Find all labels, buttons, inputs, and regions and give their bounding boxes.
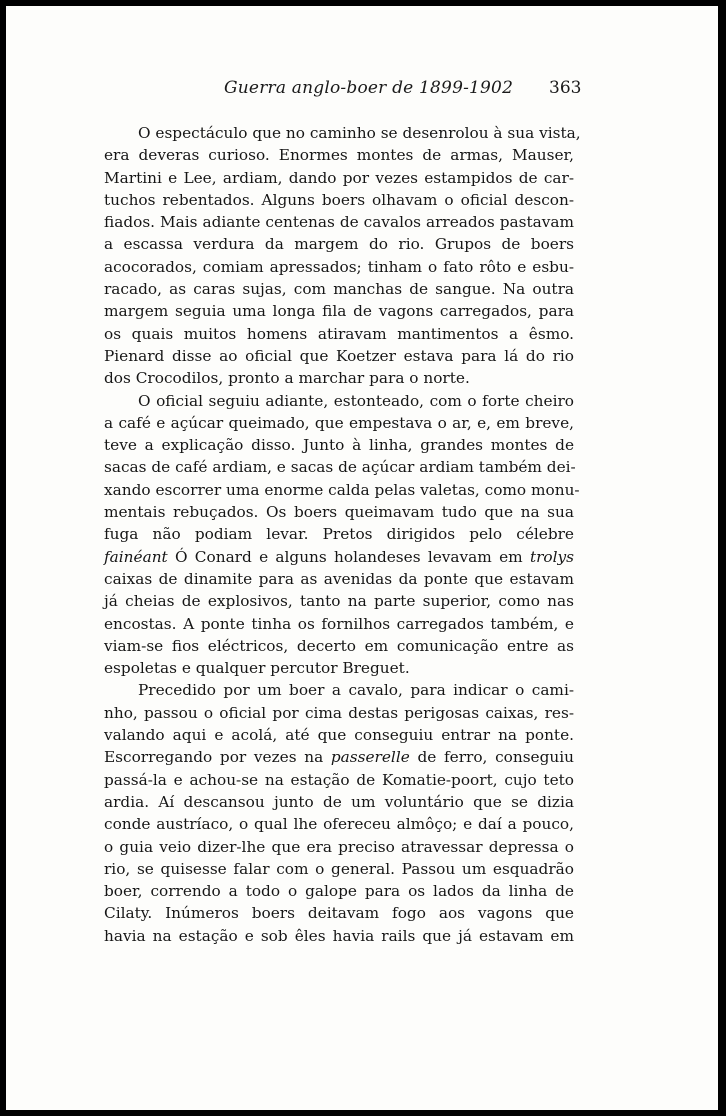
text-line: ardia. Aí descansou junto de um voluntário que se dizia — [104, 792, 574, 811]
italic-word: passerelle — [330, 748, 410, 767]
text-line: O oficial seguiu adiante, estonteado, com o forte cheiro — [138, 391, 574, 410]
text-line: racado, as caras sujas, com manchas de sangue. Na outra — [104, 280, 574, 299]
text-line: margem seguia uma longa fila de vagons carregados, para — [104, 302, 574, 321]
text-line: viam-se fios eléctricos, decerto em comunicação entre as — [104, 636, 574, 655]
text-line: rio, se quisesse falar com o general. Passou um esquadrão — [104, 859, 574, 878]
text-line: Cilaty. Inúmeros boers deitavam fogo aos vagons que — [104, 904, 574, 923]
text-line: Pienard disse ao oficial que Koetzer estava para lá do rio — [104, 346, 574, 365]
text-line: valando aqui e acolá, até que conseguiu entrar na ponte. — [104, 726, 574, 745]
italic-word: fainéant — [104, 547, 168, 566]
page-number: 363 — [549, 78, 582, 98]
text-line: a café e açúcar queimado, que empestava o ar, e, em breve, — [104, 413, 574, 432]
text-line: teve a explicação disso. Junto à linha, grandes montes de — [104, 436, 574, 455]
text-line: nho, passou o oficial por cima destas perigosas caixas, res- — [104, 703, 574, 722]
body-text — [104, 122, 581, 947]
text-line: fiados. Mais adiante centenas de cavalos arreados pastavam — [104, 213, 574, 232]
book-page — [6, 6, 718, 1110]
page-header — [6, 78, 718, 108]
text-span: Escorregando por vezes na — [104, 748, 331, 767]
text-line: acocorados, comiam apressados; tinham o fato rôto e esbu- — [104, 257, 574, 276]
text-line-italic — [104, 546, 574, 568]
text-span: de ferro, conseguiu — [417, 748, 574, 767]
text-line: O espectáculo que no caminho se desenrolou à sua vista, — [138, 124, 581, 142]
text-line: os quais muitos homens atiravam mantimentos a êsmo. — [104, 324, 574, 343]
text-span: Ó Conard e alguns holandeses levavam em — [167, 547, 530, 566]
text-line: Martini e Lee, ardiam, dando por vezes estampidos de car- — [104, 168, 574, 187]
text-line: boer, correndo a todo o galope para os lados da linha de — [104, 882, 574, 901]
text-line: Precedido por um boer a cavalo, para indicar o cami- — [138, 681, 574, 700]
text-line: era deveras curioso. Enormes montes de armas, Mauser, — [104, 146, 574, 165]
text-line: havia na estação e sob êles havia rails que já estavam em — [104, 926, 574, 945]
running-title: Guerra anglo-boer de 1899-1902 — [224, 78, 514, 98]
text-line: o guia veio dizer-lhe que era preciso atravessar depressa o — [104, 837, 574, 856]
text-line: tuchos rebentados. Alguns boers olhavam o oficial descon- — [104, 190, 574, 209]
text-line: dos Crocodilos, pronto a marchar para o norte. — [104, 369, 470, 388]
text-line: caixas de dinamite para as avenidas da ponte que estavam — [104, 569, 574, 588]
text-line: passá-la e achou-se na estação de Komatie-poort, cujo teto — [104, 770, 574, 789]
text-line: mentais rebuçados. Os boers queimavam tudo que na sua — [104, 503, 574, 522]
text-line: já cheias de explosivos, tanto na parte superior, como nas — [104, 592, 574, 611]
text-line: xando escorrer uma enorme calda pelas valetas, como monu- — [104, 480, 580, 499]
italic-word: trolys — [529, 547, 574, 566]
text-line: a escassa verdura da margem do rio. Grupos de boers — [104, 235, 574, 254]
text-line-italic — [104, 746, 574, 768]
text-line: encostas. A ponte tinha os fornilhos carregados também, e — [104, 614, 574, 633]
text-line: conde austríaco, o qual lhe ofereceu almôço; e daí a pouco, — [104, 815, 574, 834]
text-line: sacas de café ardiam, e sacas de açúcar ardiam também dei- — [104, 458, 576, 477]
text-line: fuga não podiam levar. Pretos dirigidos pelo célebre — [104, 525, 574, 544]
text-line: espoletas e qualquer percutor Breguet. — [104, 659, 410, 678]
